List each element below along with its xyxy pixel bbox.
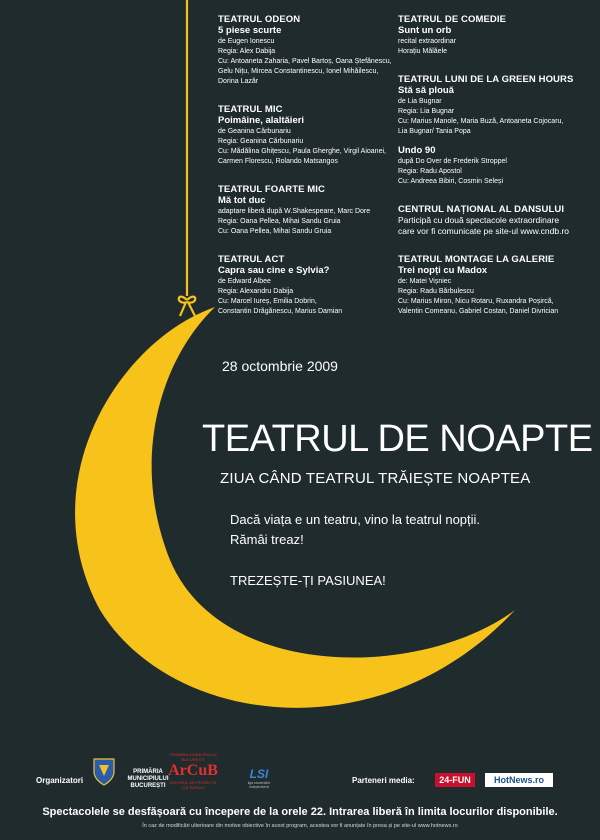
poster-subtitle: ZIUA CÂND TEATRUL TRĂIEȘTE NOAPTEA xyxy=(220,470,531,487)
credit-line: Carmen Florescu, Rolando Matsangos xyxy=(218,158,338,165)
play-title: Sunt un orb xyxy=(398,25,452,36)
credit-line: Cu: Mădălina Ghițescu, Paula Gherghe, Virgil Aioanei, xyxy=(218,148,386,155)
programme-entry xyxy=(398,74,598,137)
credit-line: de: Matei Vișniec xyxy=(398,278,452,285)
credit-line: Horațiu Mălăele xyxy=(398,48,448,55)
programme-entry xyxy=(218,14,418,87)
lsi-logo-mark: LSI xyxy=(249,767,269,781)
venue-name: TEATRUL ACT xyxy=(218,254,285,265)
credit-line: recital extraordinar xyxy=(398,38,456,45)
hotnews-logo: HotNews.ro xyxy=(485,773,553,787)
play-title: Undo 90 xyxy=(398,145,436,156)
slogan-line: Rămâi treaz! xyxy=(230,532,304,547)
credit-line: Regia: Alex Dabija xyxy=(218,48,276,55)
arcub-logo-sub: CENTRUL DE PROIECTE CULTURALE xyxy=(169,780,217,790)
credit-line: de Edward Albee xyxy=(218,278,271,285)
venue-name: TEATRUL FOARTE MIC xyxy=(218,184,325,195)
programme-entry xyxy=(218,104,418,167)
credit-line: Regia: Oana Pellea, Mihai Sandu Gruia xyxy=(218,218,341,225)
credit-line: Constantin Drăgănescu, Marius Damian xyxy=(218,308,343,315)
play-title: Poimâine, alaltăieri xyxy=(218,115,305,126)
slogan-line: Dacă viața e un teatru, vino la teatrul nopții. xyxy=(230,512,481,527)
credit-line: adaptare liberă după W.Shakespeare, Marc Dore xyxy=(218,208,371,215)
programme-left-column xyxy=(218,14,418,334)
credit-line: Cu: Marcel Iureș, Emilia Dobrin, xyxy=(218,298,317,305)
arcub-logo-mark: ArCuB xyxy=(168,762,218,779)
credit-line: Dorina Lazăr xyxy=(218,78,259,85)
credit-line: Cu: Oana Pellea, Mihai Sandu Gruia xyxy=(218,228,332,235)
play-title: Stă să plouă xyxy=(398,85,454,96)
24fun-logo: 24-FUN xyxy=(435,773,475,787)
credit-line: Regia: Radu Apostol xyxy=(398,168,462,175)
venue-name: TEATRUL DE COMEDIE xyxy=(398,14,507,25)
media-partners-label: Parteneri media: xyxy=(352,776,415,785)
programme-entry xyxy=(398,204,598,237)
primaria-logo-text: PRIMĂRIA MUNICIPIULUI BUCUREȘTI xyxy=(127,769,169,789)
play-title: Mă tot duc xyxy=(218,195,266,206)
arcub-logo xyxy=(168,752,218,796)
credit-line: Gelu Nițu, Mircea Constantinescu, Ionel Mihăilescu, xyxy=(218,68,379,75)
play-title: Trei nopți cu Madox xyxy=(398,265,488,276)
credit-line: Cu: Antoaneta Zaharia, Pavel Bartoș, Oana Ștefănescu, xyxy=(218,58,392,65)
play-title: 5 piese scurte xyxy=(218,25,282,36)
credit-line: Cu: Marius Miron, Nicu Rotaru, Ruxandra Poșircă, xyxy=(398,298,554,305)
programme-entry xyxy=(218,184,418,237)
bow-knot xyxy=(179,297,196,316)
lsi-logo-sub: liga studenților independenți xyxy=(247,781,271,789)
programme-entry xyxy=(398,145,598,187)
play-title: Capra sau cine e Sylvia? xyxy=(218,265,330,276)
credit-line: Regia: Geanina Cărbunariu xyxy=(218,138,304,145)
poster-title: TEATRUL DE NOAPTE xyxy=(202,418,593,460)
venue-name: TEATRUL ODEON xyxy=(218,14,301,25)
event-date: 28 octombrie 2009 xyxy=(222,358,338,374)
programme-entry xyxy=(398,14,598,57)
organizers-label: Organizatori xyxy=(36,776,84,785)
venue-name: TEATRUL MONTAGE LA GALERIE xyxy=(398,254,555,265)
credit-line: Cu: Andreea Bibiri, Cosmin Seleși xyxy=(398,178,504,185)
venue-name: CENTRUL NAȚIONAL AL DANSULUI xyxy=(398,204,565,215)
programme-right-column xyxy=(398,14,598,334)
programme-entry xyxy=(398,254,598,317)
credit-line: Regia: Alexandru Dabija xyxy=(218,288,294,295)
credit-line: de Eugen Ionescu xyxy=(218,38,275,45)
arcub-logo-top: PRIMĂRIA MUNICIPIULUI BUCUREȘTI xyxy=(169,752,217,762)
lsi-logo xyxy=(244,768,274,789)
venue-note: care vor fi comunicate pe site-ul www.cndb.ro xyxy=(398,226,570,236)
call-to-action: TREZEȘTE-ȚI PASIUNEA! xyxy=(230,573,386,588)
venue-note: Participă cu două spectacole extraordinare xyxy=(398,215,560,225)
credit-line: Regia: Lia Bugnar xyxy=(398,108,455,115)
credit-line: Valentin Comeanu, Gabriel Costan, Daniel Divrician xyxy=(398,308,559,315)
credit-line: Lia Bugnar/ Tania Popa xyxy=(398,128,471,135)
footer-fine-print: În caz de modificări ulterioare din motive obiective în acest program, acestea vor fi anunțate în presa și pe site-ul www.hotnews.ro xyxy=(142,823,458,829)
credit-line: Regia: Radu Bărbulescu xyxy=(398,288,474,295)
credit-line: Cu: Marius Manole, Maria Buză, Antoaneta Cojocaru, xyxy=(398,118,564,125)
credit-line: după Do Over de Frederik Stroppel xyxy=(398,158,507,165)
venue-name: TEATRUL LUNI DE LA GREEN HOURS xyxy=(398,74,574,85)
credit-line: de Geanina Cărbunariu xyxy=(218,128,291,135)
footer-info: Spectacolele se desfășoară cu începere de la orele 22. Intrarea liberă în limita locurilor disponibile. xyxy=(42,806,558,818)
credit-line: de Lia Bugnar xyxy=(398,98,442,105)
bucharest-crest-icon xyxy=(92,756,116,786)
programme-entry xyxy=(218,254,418,317)
venue-name: TEATRUL MIC xyxy=(218,104,283,115)
